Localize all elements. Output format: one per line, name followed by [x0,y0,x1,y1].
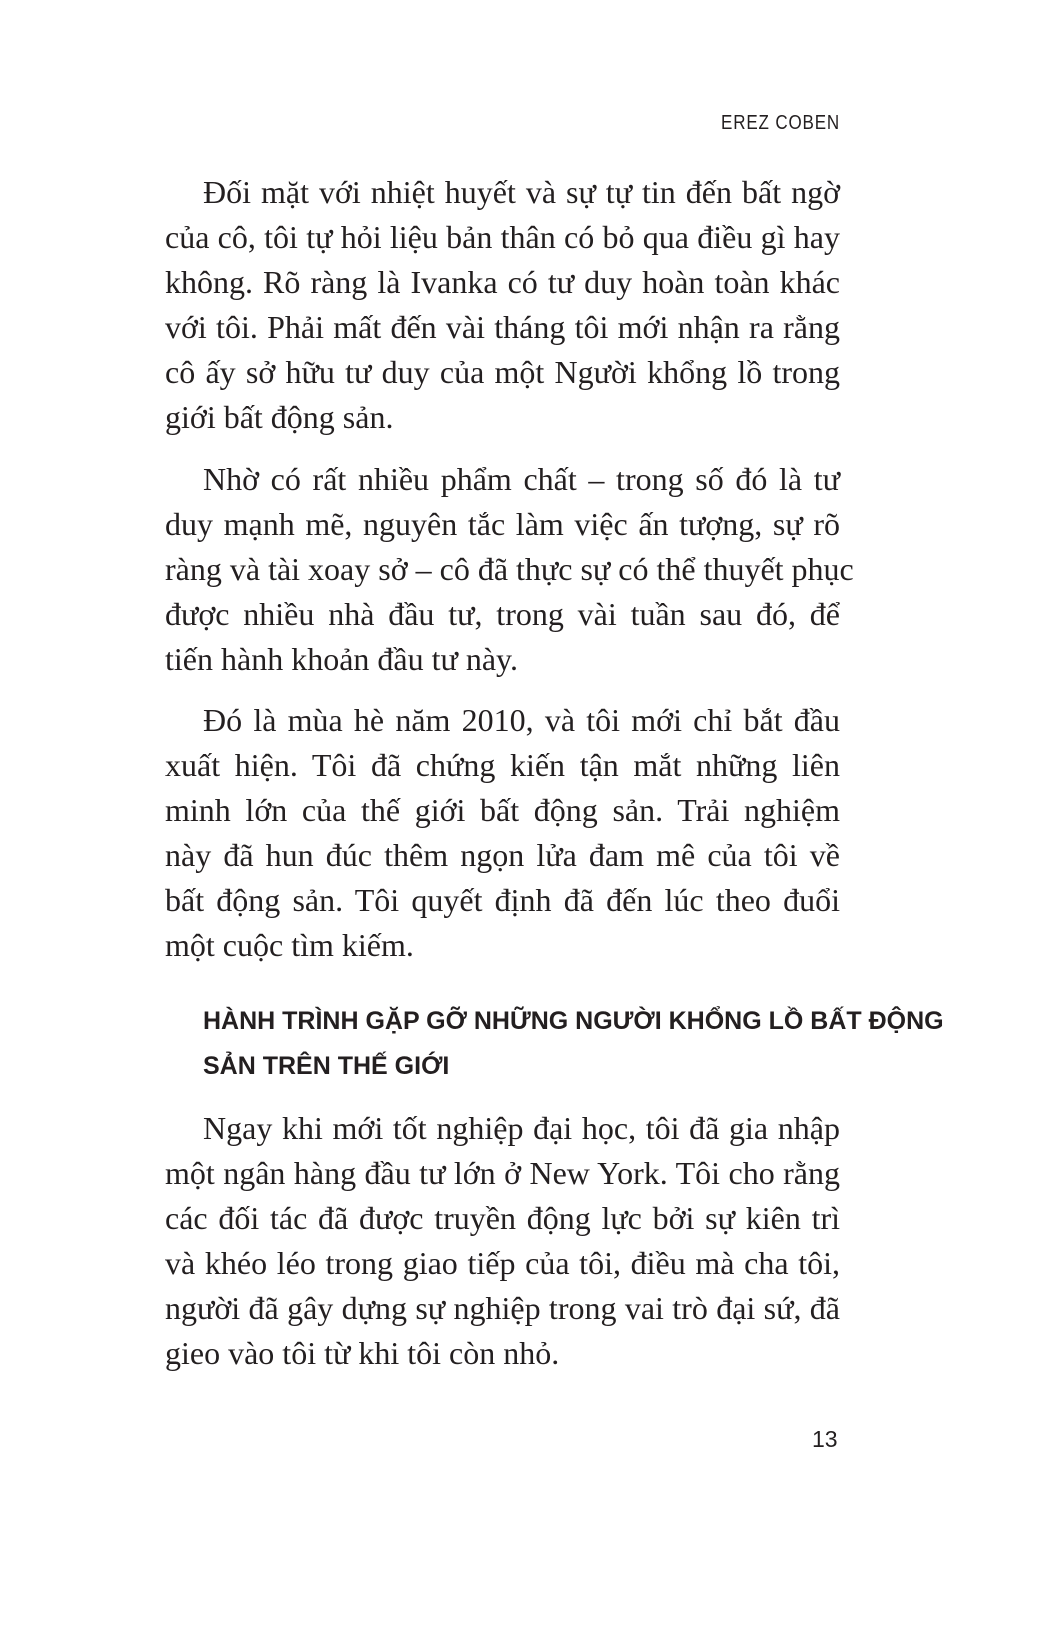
text-line: các đối tác đã được truyền động lực bởi sự kiên trì [165,1200,840,1236]
paragraph [165,170,840,440]
text-line: không. Rõ ràng là Ivanka có tư duy hoàn toàn khác [165,264,840,300]
text-line: minh lớn của thế giới bất động sản. Trải nghiệm [165,792,840,828]
text-line: gieo vào tôi từ khi tôi còn nhỏ. [165,1335,560,1371]
running-head-author: EREZ COBEN [720,112,840,134]
text-line: này đã hun đúc thêm ngọn lửa đam mê của tôi về [165,837,840,873]
heading-line: SẢN TRÊN THẾ GIỚI [203,1052,450,1080]
text-line: giới bất động sản. [165,399,394,435]
text-line: bất động sản. Tôi quyết định đã đến lúc theo đuổi [165,882,840,918]
paragraph [165,457,854,682]
text-line: một ngân hàng đầu tư lớn ở New York. Tôi cho rằng [165,1155,840,1191]
text-line: duy mạnh mẽ, nguyên tắc làm việc ấn tượng, sự rõ [165,506,840,542]
text-line: cô ấy sở hữu tư duy của một Người khổng lồ trong [165,354,840,390]
text-line: ràng và tài xoay sở – cô đã thực sự có thể thuyết phục [165,551,854,587]
text-line: với tôi. Phải mất đến vài tháng tôi mới nhận ra rằng [165,309,840,345]
text-line: xuất hiện. Tôi đã chứng kiến tận mắt những liên [165,747,840,783]
text-line: Ngay khi mới tốt nghiệp đại học, tôi đã gia nhập [203,1110,840,1146]
heading-line: HÀNH TRÌNH GẶP GỠ NHỮNG NGƯỜI KHỔNG LỒ BẤT ĐỘNG [203,1007,944,1035]
text-line: tiến hành khoản đầu tư này. [165,641,518,677]
text-line: Đó là mùa hè năm 2010, và tôi mới chỉ bắt đầu [203,702,840,738]
text-line: được nhiều nhà đầu tư, trong vài tuần sau đó, để [165,596,840,632]
text-line: và khéo léo trong giao tiếp của tôi, điều mà cha tôi, [165,1245,840,1281]
text-line: của cô, tôi tự hỏi liệu bản thân có bỏ qua điều gì hay [165,219,840,255]
paragraph [165,1106,840,1376]
paragraph [165,698,840,968]
text-line: Nhờ có rất nhiều phẩm chất – trong số đó là tư [203,461,840,497]
text-line: người đã gây dựng sự nghiệp trong vai trò đại sứ, đã [165,1290,840,1326]
section-heading [203,999,944,1089]
text-line: một cuộc tìm kiếm. [165,927,414,963]
text-line: Đối mặt với nhiệt huyết và sự tự tin đến bất ngờ [203,174,840,210]
page-number: 13 [812,1426,838,1452]
